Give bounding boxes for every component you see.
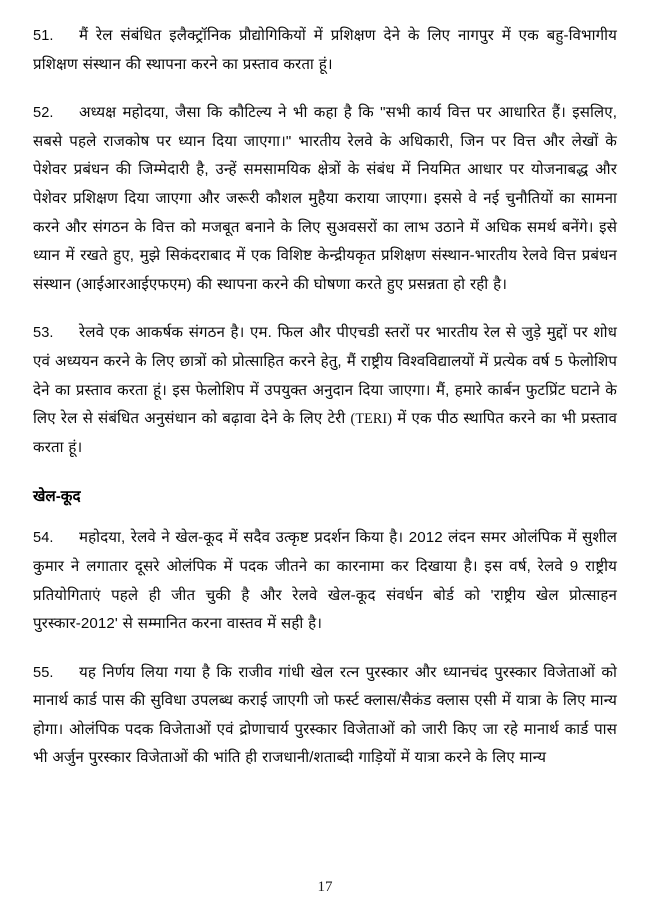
paragraph-54-number: 54. (33, 530, 54, 547)
paragraph-54 (33, 524, 617, 638)
paragraph-51 (33, 22, 617, 79)
paragraph-54-text: महोदया, रेलवे ने खेल-कूद में सदैव उत्कृष्ट प्रदर्शन किया है। 2012 लंदन समर ओलंपिक में सुशील कुमार ने लगातार दूसरे ओलंपिक में पदक जीतने का कारनामा कर दिखाया है। इस वर्ष, रेलवे 9 राष्ट्रीय प्रतियोगिताएं पहले ही जीत चुकी है और रेलवे खेल-कूद संवर्धन बोर्ड को 'राष्ट्रीय खेल प्रोत्साहन पुरस्कार-2012' से सम्मानित करना वास्तव में सही है। (33, 529, 617, 633)
heading-spacer (33, 462, 617, 486)
teri-acronym: (TERI) (350, 411, 393, 428)
paragraph-spacer (33, 639, 617, 659)
paragraph-52-text: अध्यक्ष महोदया, जैसा कि कौटिल्य ने भी कहा है कि "सभी कार्य वित्त पर आधारित हैं। इसलिए, सबसे पहले राजकोष पर ध्यान दिया जाएगा।" भारतीय रेलवे के अधिकारी, जिन पर वित्त और लेखों के पेशेवर प्रबंधन की जिम्मेदारी है, उन्हें समसामयिक क्षेत्रों के संबंध में नियमित आधार पर योजनाबद्ध और पेशेवर प्रशिक्षण दिया जाएगा और जरूरी कौशल मुहैया कराया जाएगा। इससे वे नई चुनौतियों का सामना करने और संगठन के वित्त को मजबूत बनाने के लिए सुअवसरों का लाभ उठाने में अधिक समर्थ बनेंगे। इसे ध्यान में रखते हुए, मुझे सिकंदराबाद में एक विशिष्ट केन्द्रीयकृत प्रशिक्षण संस्थान-भारतीय रेलवे वित्त प्रबंधन संस्थान (आईआरआईएफएम) की स्थापना करने की घोषणा करते हुए प्रसन्नता हो रही है। (33, 104, 617, 293)
paragraph-53 (33, 319, 617, 462)
heading-bottom-spacer (33, 508, 617, 524)
paragraph-55 (33, 659, 617, 773)
paragraph-spacer (33, 299, 617, 319)
section-heading-sports: खेल-कूद (33, 488, 81, 506)
paragraph-53-text-after: में एक पीठ स्थापित करने का भी प्रस्ताव करता हूं। (33, 410, 617, 456)
paragraph-52-number: 52. (33, 105, 54, 122)
paragraph-51-number: 51. (33, 28, 54, 44)
paragraph-55-number: 55. (33, 664, 54, 681)
paragraph-52 (33, 99, 617, 299)
paragraph-51-text: मैं रेल संबंधित इलैक्ट्रॉनिक प्रौद्योगिकियों में प्रशिक्षण देने के लिए नागपुर में एक बहु-विभागीय प्रशिक्षण संस्थान की स्थापना करने का प्रस्ताव करता हूं। (33, 27, 617, 73)
paragraph-53-text-before: रेलवे एक आकर्षक संगठन है। एम. फिल और पीएचडी स्तरों पर भारतीय रेल से जुड़े मुद्दों पर शोध एवं अध्ययन करने के लिए छात्रों को प्रोत्साहित करने हेतु, मैं राष्ट्रीय विश्वविद्यालयों में प्रत्येक वर्ष 5 फेलोशिप देने का प्रस्ताव करता हूं। इस फेलोशिप में उपयुक्त अनुदान दिया जाएगा। मैं, हमारे कार्बन फुटप्रिंट घटाने के लिए रेल से संबंधित अनुसंधान को बढ़ावा देने के लिए टेरी (33, 324, 617, 428)
paragraph-55-text: यह निर्णय लिया गया है कि राजीव गांधी खेल रत्न पुरस्कार और ध्यानचंद पुरस्कार विजेताओं को मानार्थ कार्ड पास की सुविधा उपलब्ध कराई जाएगी जो फर्स्ट क्लास/सैकंड क्लास एसी में यात्रा के लिए मान्य होगा। ओलंपिक पदक विजेताओं एवं द्रोणाचार्य पुरस्कार विजेताओं को जारी किए जा रहे मानार्थ कार्ड पास भी अर्जुन पुरस्कार विजेताओं की भांति ही राजधानी/शताब्दी गाड़ियों में यात्रा करने के लिए मान्य (33, 663, 617, 767)
paragraph-53-number: 53. (33, 325, 54, 342)
paragraph-spacer (33, 79, 617, 99)
page-number: 17 (317, 879, 333, 895)
page-content (33, 22, 617, 773)
